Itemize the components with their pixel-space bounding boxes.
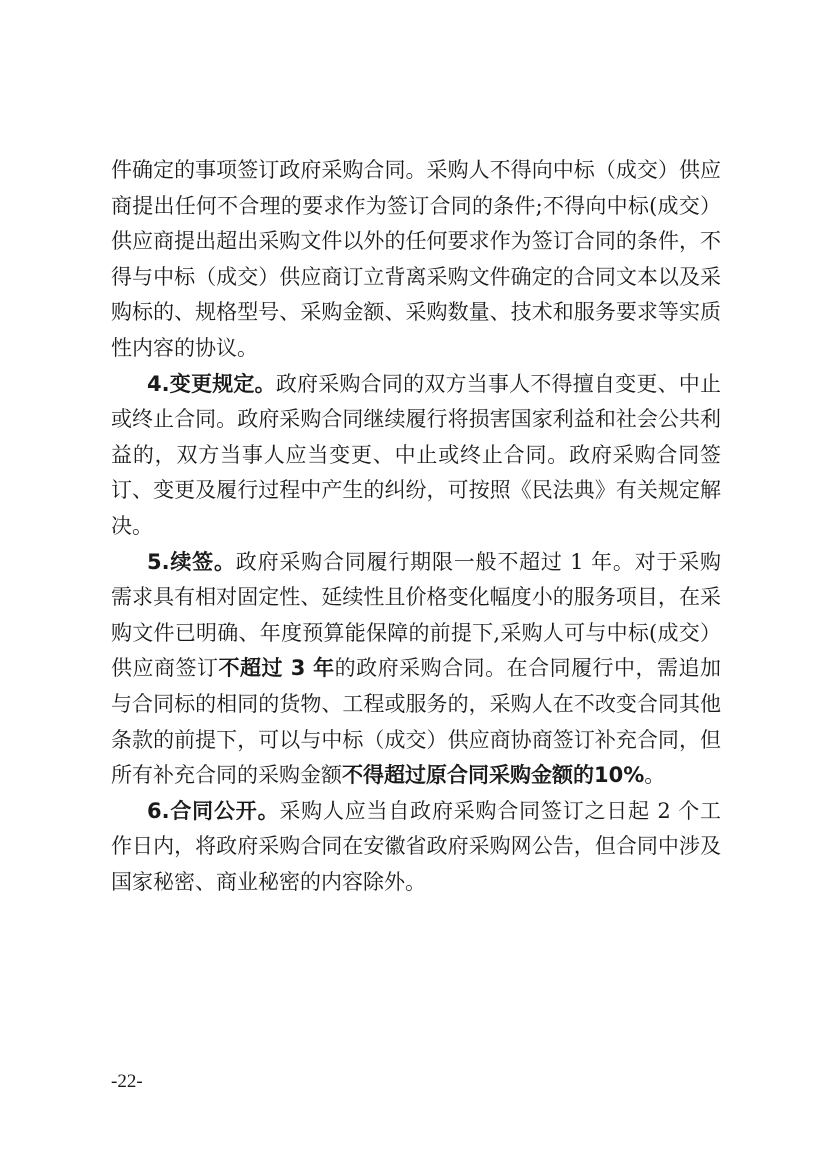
paragraph	[111, 794, 721, 901]
page-number: -22-	[111, 1071, 143, 1092]
text-run: 止或终止合同。政府采购合同继续履行将损害国家利益和社会公	[111, 371, 722, 432]
text-run: 共利益的，双方当事人应当变更、中止或终止合同。政府采购合	[111, 407, 722, 467]
paragraph	[111, 153, 721, 367]
bold-text: 不超过 3 年	[218, 656, 335, 681]
text-run: 规定解决。	[111, 478, 722, 538]
paragraph	[111, 367, 721, 545]
text-run: 合同，但所有补充合同的采购金额	[111, 727, 721, 788]
text-run: 政府采购合同的双方当事人不得擅自变更、中	[275, 371, 701, 396]
bold-text: 4.变更规定。	[147, 371, 276, 396]
text-run: 。	[644, 763, 666, 788]
body-text	[111, 153, 721, 900]
text-run: 件确定的事项签订政府采购合同。采购人不得向中标（成交）供	[111, 158, 700, 182]
text-run: 追加与合同标的相同的货物、工程或服务的，采购人在不改变合	[111, 656, 722, 716]
paragraph	[111, 545, 721, 794]
text-run: 交）供应商签订	[111, 620, 721, 681]
text-run: 的政府采购合同。在合同履行中，需	[334, 656, 679, 681]
text-run: 同签订、变更及履行过程中产生的纠纷，可按照《民法典》有关	[111, 442, 722, 503]
text-run: 采购人应当自政府采购合同签订之日起 2 个工	[279, 798, 721, 823]
bold-text: 不得超过原合同采购金额的	[342, 763, 594, 788]
text-run: 交）供应商提出超出采购文件以外的任何要求作为签订合同的条	[111, 193, 722, 254]
text-run: 需求具有相对固定性、延续性且价格变化幅度小的服务项目，在	[111, 585, 700, 610]
text-run: 采购文件已明确、年度预算能保障的前提下,采购人可与中标(成	[111, 585, 721, 645]
text-run: 同其他条款的前提下，可以与中标（成交）供应商协商签订补充	[111, 691, 722, 752]
text-run: 要求等实质性内容的协议。	[111, 300, 722, 360]
text-run: 本以及采购标的、规格型号、采购金额、采购数量、技术和服务	[111, 264, 721, 325]
text-run: 政府采购合同履行期限一般不超过 1 年。对于采购	[235, 549, 721, 574]
bold-text: 5.续签。	[147, 549, 236, 574]
text-run: 件，不得与中标（成交）供应商订立背离采购文件确定的合同文	[111, 229, 722, 289]
text-run: 及国家秘密、商业秘密的内容除外。	[111, 834, 721, 894]
text-run: 作日内，将政府采购合同在安徽省政府采购网公告，但合同中涉	[111, 834, 700, 859]
bold-text: 10%	[594, 763, 645, 788]
bold-text: 6.合同公开。	[147, 798, 280, 823]
text-run: 应商提出任何不合理的要求作为签订合同的条件;不得向中标(成	[111, 158, 721, 218]
